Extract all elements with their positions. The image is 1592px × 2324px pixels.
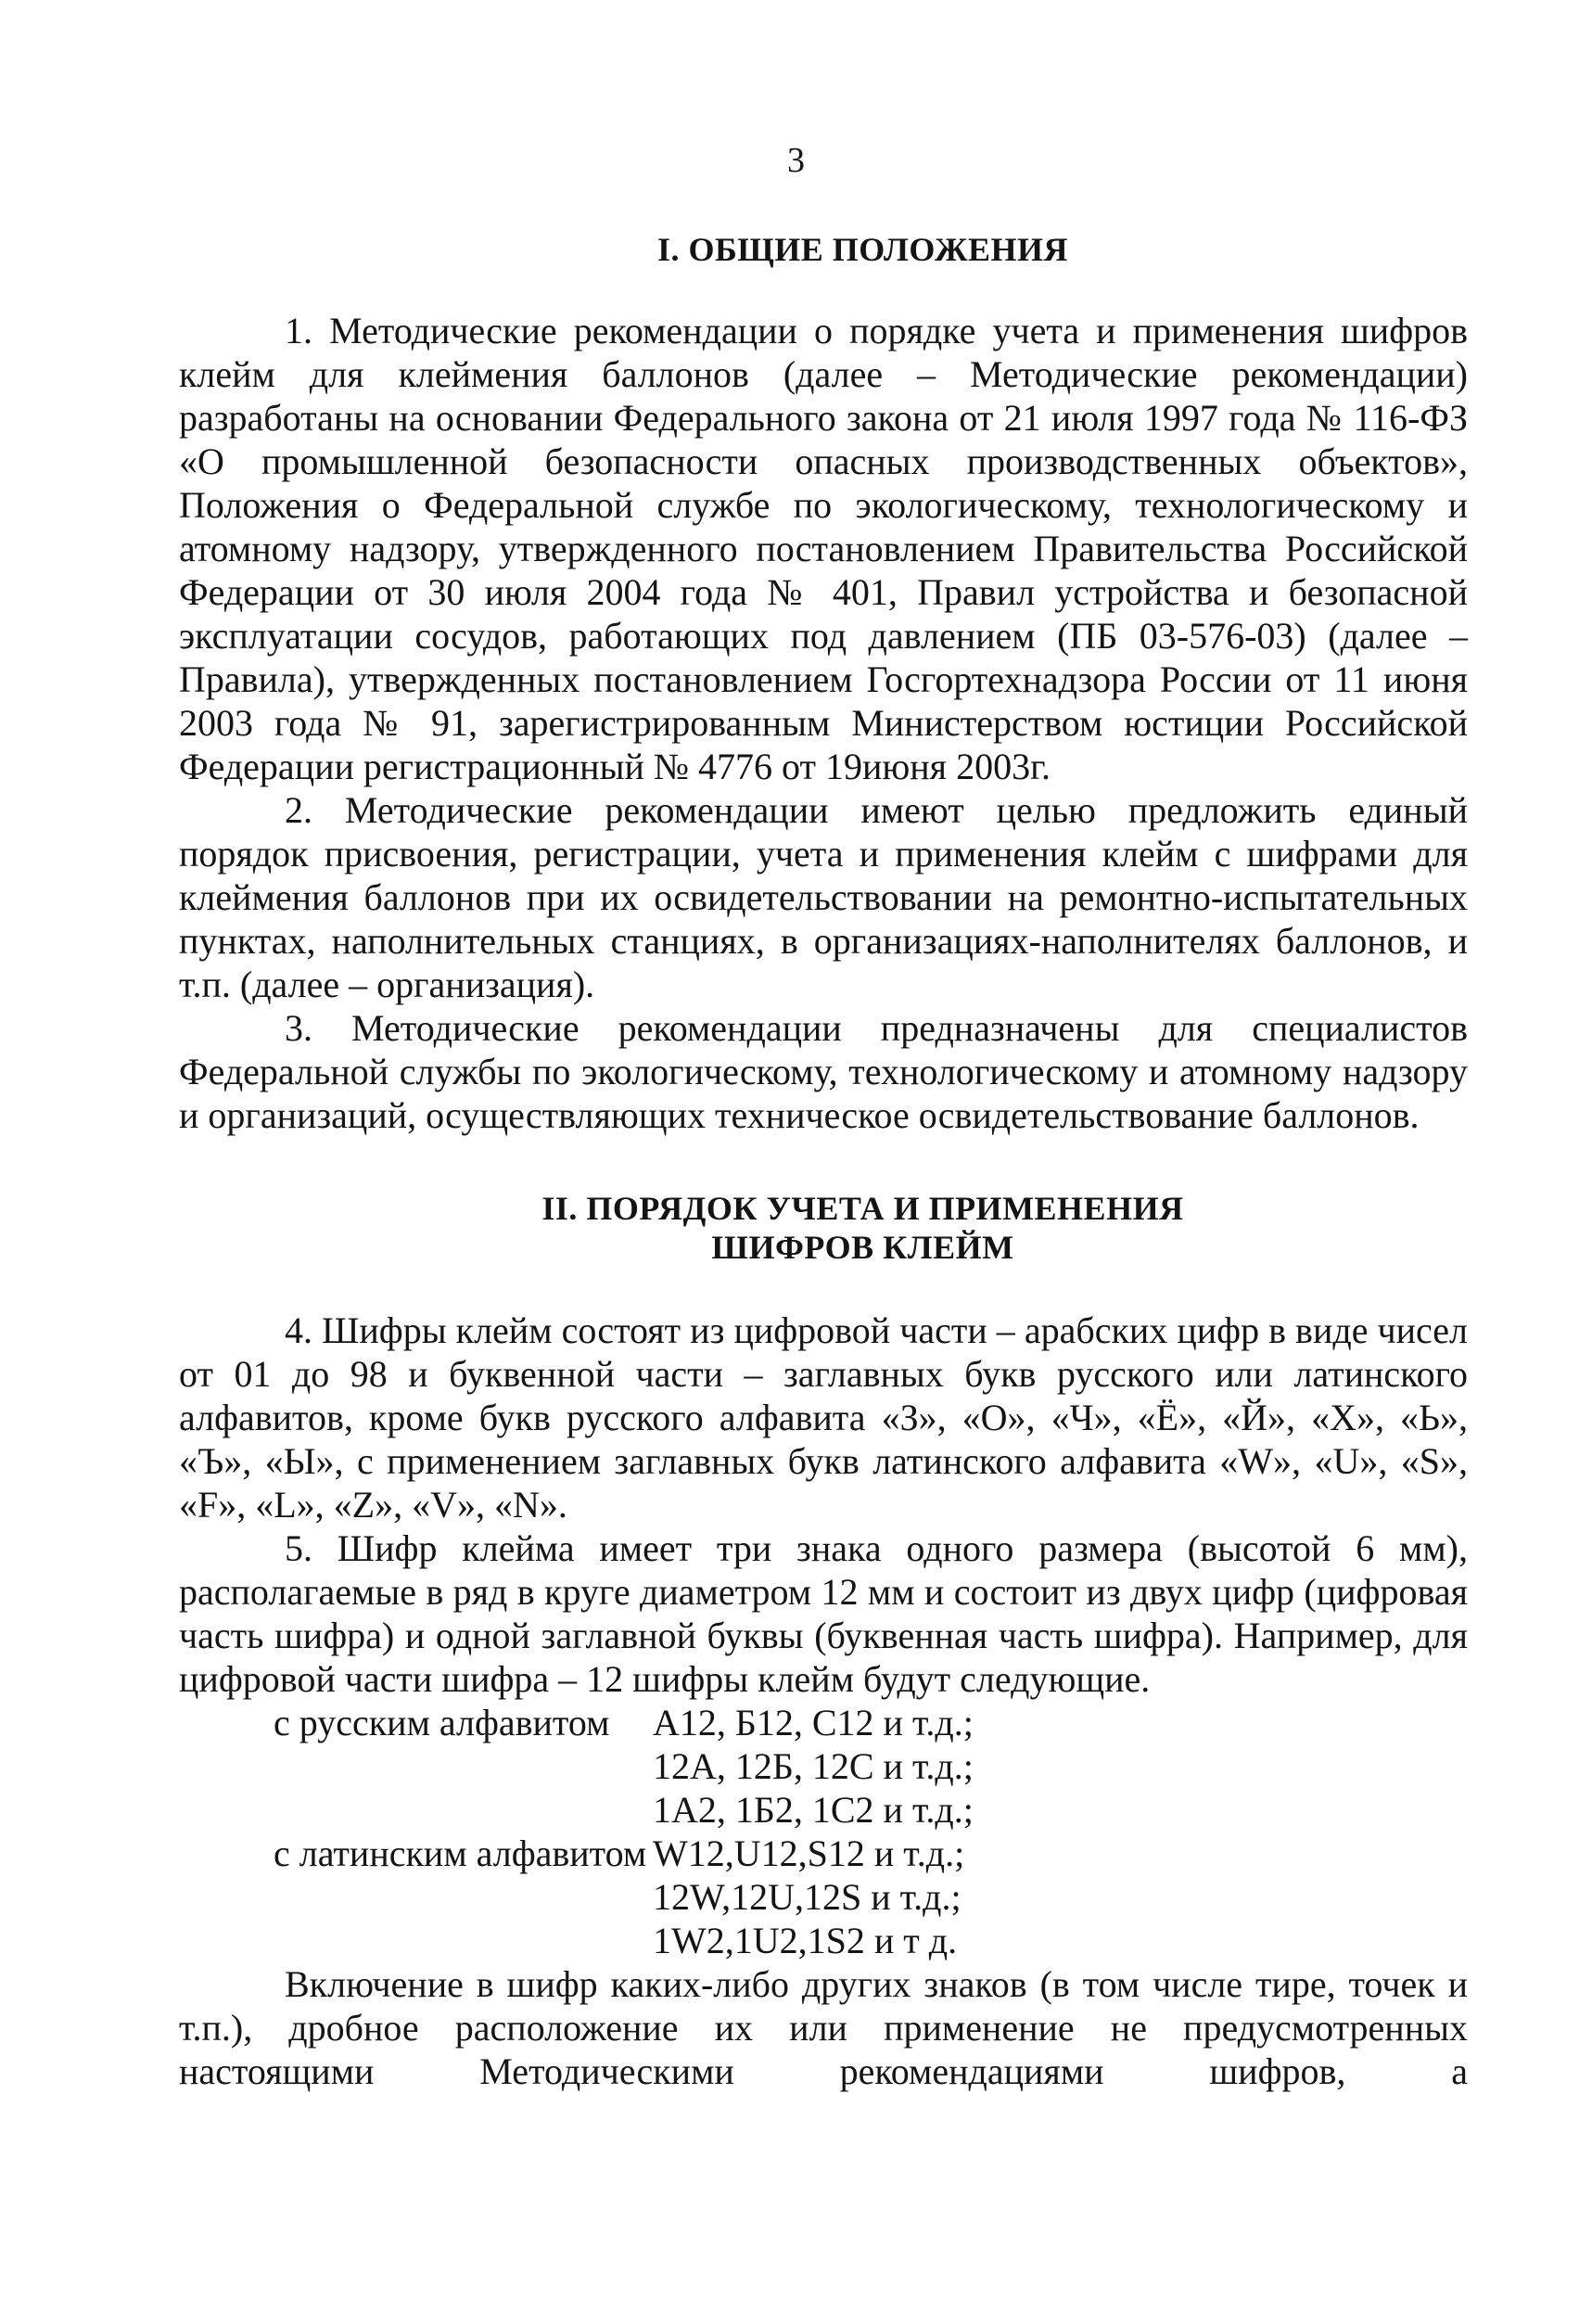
example-value: 12W,12U,12S и т.д.;	[653, 1876, 962, 1918]
example-label	[179, 1875, 653, 1919]
example-row	[179, 1788, 1468, 1832]
paragraph-5: 5. Шифр клейма имеет три знака одного размера (высотой 6 мм), располагаемые в ряд в круге диаметром 12 мм и состоит из двух цифр (цифровая часть шифра) и одной заглавной буквы (буквенная часть шифра). Например, для цифровой части шифра – 12 шифры клейм будут следующие.	[179, 1527, 1468, 1700]
example-row	[179, 1701, 1468, 1744]
section-2-title	[179, 1189, 1468, 1267]
example-value: 1W2,1U2,1S2 и т д.	[653, 1920, 958, 1961]
example-label: с русским алфавитом	[274, 1702, 610, 1743]
example-label	[179, 1919, 653, 1962]
section-1-title: I. ОБЩИЕ ПОЛОЖЕНИЯ	[656, 231, 1069, 268]
example-row	[179, 1875, 1468, 1919]
paragraph-2: 2. Методические рекомендации имеют целью предложить единый порядок присвоения, регистрации, учета и применения клейм с шифрами для клеймения баллонов при их освидетельствовании на ремонтно-испытательных пунктах, наполнительных станциях, в организациях-наполнителях баллонов, и т.п. (далее – организация).	[179, 789, 1468, 1005]
paragraph-closing: Включение в шифр каких-либо других знаков (в том числе тире, точек и т.п.), дробное расположение их или применение не предусмотренных настоящими Методическими рекомендациями шифров, а	[179, 1963, 1468, 2092]
section-2-title-line-1: II. ПОРЯДОК УЧЕТА И ПРИМЕНЕНИЯ	[541, 1190, 1184, 1227]
page-number: 3	[787, 141, 805, 180]
example-value: 12А, 12Б, 12С и т.д.;	[653, 1745, 974, 1787]
example-value: W12,U12,S12 и т.д.;	[653, 1832, 965, 1874]
paragraph-4: 4. Шифры клейм состоят из цифровой части – арабских цифр в виде чисел от 01 до 98 и буквенной части – заглавных букв русского или латинского алфавитов, кроме букв русского алфавита «З», «О», «Ч», «Ё», «Й», «Х», «Ь», «Ъ», «Ы», с применением заглавных букв латинского алфавита «W», «U», «S», «F», «L», «Z», «V», «N».	[179, 1309, 1468, 1526]
example-value: 1А2, 1Б2, 1С2 и т.д.;	[653, 1789, 974, 1831]
paragraph-3: 3. Методические рекомендации предназначены для специалистов Федеральной службы по экологическому, технологическому и атомному надзору и организаций, осуществляющих техническое освидетельствование баллонов.	[179, 1007, 1468, 1136]
section-2-title-line-2: ШИФРОВ КЛЕЙМ	[711, 1229, 1014, 1266]
example-label	[179, 1788, 653, 1832]
example-row	[179, 1744, 1468, 1788]
cipher-examples	[179, 1701, 1468, 1962]
example-label: с латинским алфавитом	[274, 1832, 647, 1874]
example-label	[179, 1744, 653, 1788]
example-row	[179, 1832, 1468, 1875]
paragraph-1: 1. Методические рекомендации о порядке учета и применения шифров клейм для клеймения баллонов (далее – Методические рекомендации) разработаны на основании Федерального закона от 21 июля 1997 года № 116-ФЗ «О промышленной безопасности опасных производственных объектов», Положения о Федеральной службе по экологическому, технологическому и атомному надзору, утвержденного постановлением Правительства Российской Федерации от 30 июля 2004 года № 401, Правил устройства и безопасной эксплуатации сосудов, работающих под давлением (ПБ 03-576-03) (далее – Правила), утвержденных постановлением Госгортехнадзора России от 11 июня 2003 года № 91, зарегистрированным Министерством юстиции Российской Федерации регистрационный № 4776 от 19июня 2003г.	[179, 310, 1468, 787]
document-body	[179, 230, 1468, 2093]
example-value: А12, Б12, С12 и т.д.;	[653, 1702, 974, 1743]
example-row	[179, 1919, 1468, 1962]
